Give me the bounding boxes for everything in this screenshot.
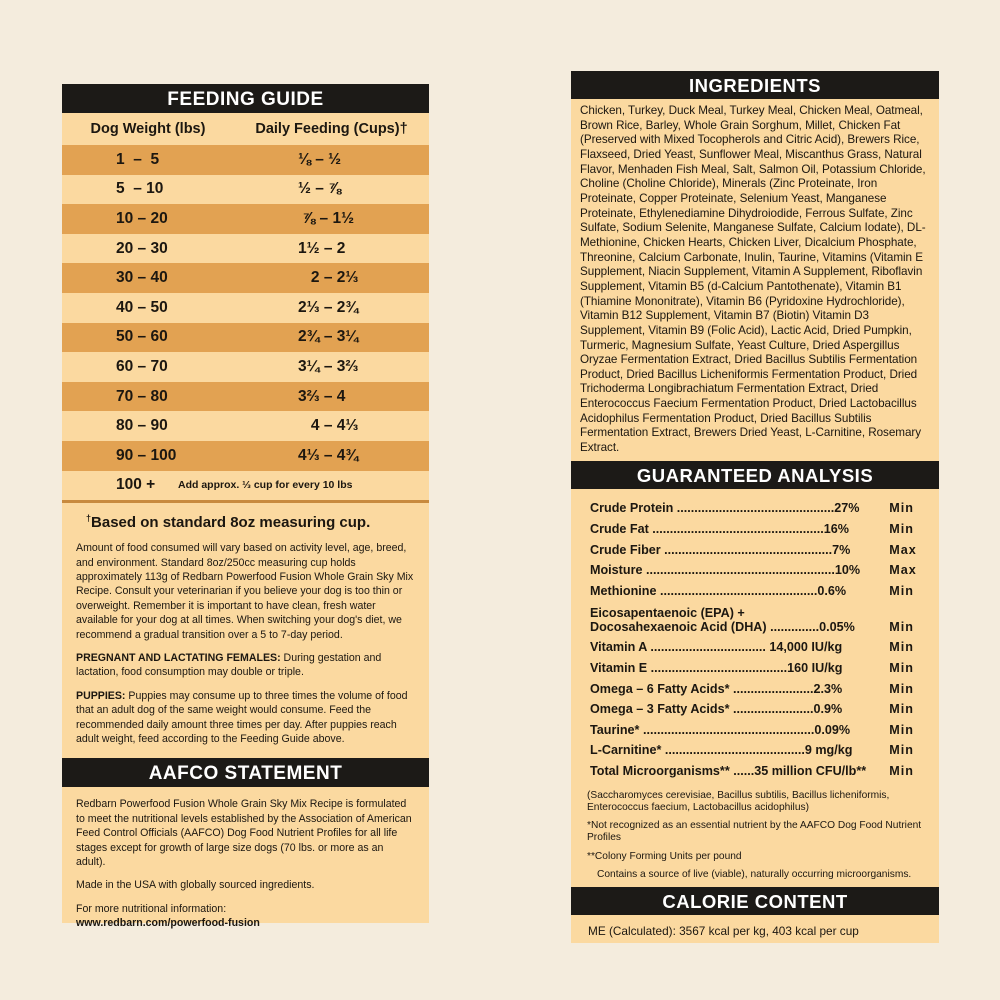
analysis-unit: Min (889, 763, 914, 778)
ingredients-title: INGREDIENTS (571, 71, 939, 99)
feeding-cell: ½ – ⅞ (298, 180, 342, 198)
analysis-row (590, 634, 939, 655)
made-in-text: Made in the USA with globally sourced ingredients. (76, 879, 315, 892)
analysis-label: Crude Fiber ................................................7% (590, 542, 851, 557)
analysis-row (590, 716, 939, 737)
analysis-label: Methionine .............................................0.6% (590, 583, 847, 598)
feeding-cell: 2 – 2⅓ (298, 269, 359, 287)
weight-cell: 70 – 80 (116, 387, 168, 405)
analysis-row (590, 536, 939, 557)
feeding-cell: 3¼ – 3⅔ (298, 357, 359, 375)
feeding-column-header: Daily Feeding (Cups)† (255, 121, 408, 137)
guaranteed-analysis-title: GUARANTEED ANALYSIS (571, 461, 939, 489)
live-microorganisms-note: Contains a source of live (viable), naturally occurring microorganisms. (597, 868, 912, 880)
analysis-row (590, 557, 939, 578)
analysis-label (590, 606, 883, 634)
table-row (62, 145, 429, 175)
weight-cell: 10 – 20 (116, 209, 168, 227)
feeding-paragraph: Amount of food consumed will vary based on activity level, age, breed, and environment. Standard 8oz/250cc measuring cup holds approximately 113g of Redbarn Powerfood Fusion Whole Grain Sky Mix Recipe. Consult your veterinarian if you believe your dog is too thin or overweight. Remember it is important to have clean, fresh water available for your dog at all times. When switching your dog's diet, we recommend a gradual transition over a 5 to 7-day period. (76, 542, 414, 641)
analysis-unit: Min (889, 722, 914, 737)
feeding-cell: ⅞ – 1½ (298, 209, 355, 227)
analysis-unit: Min (889, 619, 914, 634)
feeding-instructions (62, 531, 429, 746)
aafco-section (62, 787, 429, 930)
analysis-label: Vitamin A ................................. 14,000 IU/kg (590, 640, 843, 655)
weight-cell: 20 – 30 (116, 239, 168, 257)
weight-cell: 90 – 100 (116, 446, 177, 464)
calorie-content-title: CALORIE CONTENT (571, 887, 939, 915)
feeding-panel (62, 84, 429, 930)
pregnant-paragraph (76, 651, 415, 680)
pregnant-text: During gestation and lactation, food consumption may double or triple. (76, 651, 382, 679)
analysis-notes (571, 778, 939, 881)
weight-cell: 5 – 10 (116, 180, 164, 198)
puppies-label: PUPPIES: (76, 689, 126, 702)
table-row (62, 234, 429, 264)
website-link[interactable]: www.redbarn.com/powerfood-fusion (76, 917, 260, 930)
weight-cell: 100 + (116, 476, 156, 494)
pregnant-label: PREGNANT AND LACTATING FEMALES: (76, 651, 281, 664)
table-row (62, 441, 429, 471)
analysis-unit: Min (889, 660, 914, 675)
table-row (62, 263, 429, 293)
feeding-guide-header-row (62, 113, 429, 145)
table-row (62, 382, 429, 412)
analysis-label-line1: Eicosapentaenoic (EPA) + (590, 605, 745, 620)
analysis-row (590, 515, 939, 536)
analysis-unit: Min (889, 743, 914, 758)
analysis-label: L-Carnitine* ........................................9 mg/kg (590, 743, 853, 758)
weight-cell: 60 – 70 (116, 357, 168, 375)
analysis-row (590, 737, 939, 758)
feeding-cell: 1½ – 2 (298, 239, 346, 257)
feeding-cell: 2⅓ – 2¾ (298, 298, 359, 316)
cfu-note: **Colony Forming Units per pound (587, 850, 742, 862)
analysis-row (590, 577, 939, 598)
feeding-cell: 3⅔ – 4 (298, 387, 346, 405)
feeding-cell: 4 – 4⅓ (298, 417, 359, 435)
table-row (62, 204, 429, 234)
table-row (62, 323, 429, 353)
analysis-row (590, 495, 939, 516)
table-row (62, 352, 429, 382)
analysis-label: Vitamin E .......................................160 IU/kg (590, 660, 843, 675)
feeding-cell: Add approx. ⅓ cup for every 10 lbs (178, 479, 353, 492)
analysis-label: Taurine* .................................................0.09% (590, 722, 851, 737)
aafco-statement: Redbarn Powerfood Fusion Whole Grain Sky Mix Recipe is formulated to meet the nutritional levels established by the Association of American Feed Control Officials (AAFCO) Dog Food Nutrient Profiles for all life stages except for growth of large size dogs (70 lbs. or more as an adult). (76, 798, 412, 869)
analysis-unit: Min (889, 583, 914, 598)
table-row (62, 471, 429, 501)
analysis-unit: Max (889, 563, 917, 578)
more-info-text: For more nutritional information: (76, 902, 227, 915)
weight-column-header: Dog Weight (lbs) (90, 121, 206, 137)
feeding-cell: 2¾ – 3¼ (298, 328, 359, 346)
feeding-cell: 4⅓ – 4¾ (298, 446, 359, 464)
analysis-label: Omega – 3 Fatty Acids* .......................0.9% (590, 702, 843, 717)
analysis-label: Moisture ......................................................10% (590, 563, 861, 578)
weight-cell: 80 – 90 (116, 417, 168, 435)
measuring-cup-note (62, 503, 429, 531)
puppies-paragraph (76, 689, 415, 747)
dagger-mark: † (86, 513, 92, 524)
analysis-unit: Min (889, 702, 914, 717)
feeding-guide-title: FEEDING GUIDE (62, 84, 429, 113)
analysis-row (590, 675, 939, 696)
weight-cell: 30 – 40 (116, 269, 168, 287)
analysis-label: Crude Fat .................................................16% (590, 521, 849, 536)
analysis-unit: Min (889, 640, 914, 655)
guaranteed-analysis-table (571, 489, 939, 778)
analysis-row (590, 696, 939, 717)
table-row (62, 411, 429, 441)
calorie-content-text: ME (Calculated): 3567 kcal per kg, 403 kcal per cup (588, 924, 859, 939)
nutrition-panel (571, 71, 939, 943)
analysis-unit: Min (889, 521, 914, 536)
analysis-row (590, 757, 939, 778)
table-row (62, 175, 429, 205)
table-row (62, 293, 429, 323)
analysis-unit: Min (889, 501, 914, 516)
feeding-cell: ⅛ – ½ (298, 150, 342, 168)
analysis-label: Total Microorganisms** ......35 million CFU/lb** (590, 763, 867, 778)
weight-cell: 40 – 50 (116, 298, 168, 316)
analysis-label: Omega – 6 Fatty Acids* .......................2.3% (590, 681, 843, 696)
analysis-unit: Max (889, 542, 917, 557)
organisms-list: (Saccharomyces cerevisiae, Bacillus subtilis, Bacillus licheniformis, Enterococcus faecium, Lactobacillus acidophilus) (587, 789, 890, 814)
feeding-guide-rows (62, 145, 429, 471)
analysis-row (590, 598, 939, 634)
ingredients-text: Chicken, Turkey, Duck Meal, Turkey Meal, Chicken Meal, Oatmeal, Brown Rice, Barley, Whole Grain Sorghum, Millet, Chicken Fat (Preserved with Mixed Tocopherols and Citric Acid), Brewers Rice, Flaxseed, Dried Yeast, Sunflower Meal, Miscanthus Grass, Natural Flavor, Menhaden Fish Meal, Salt, Salmon Oil, Potassium Chloride, Choline (Choline Chloride), Minerals (Zinc Proteinate, Iron Proteinate, Copper Proteinate, Selenium Yeast, Manganese Proteinate, Ethylenediamine Dihydroiodide, Ferrous Sulfate, Zinc Sulfate, Sodium Selenite, Manganese Sulfate, Calcium Iodate), DL-Methionine, Chicken Hearts, Chicken Liver, Dicalcium Phosphate, Threonine, Calcium Carbonate, Inulin, Taurine, Vitamins (Vitamin E Supplement, Niacin Supplement, Vitamin A Supplement, Riboflavin Supplement, Vitamin B5 (d-Calcium Pantothenate), Vitamin B1 (Thiamine Mononitrate), Vitamin B6 (Pyridoxine Hydrochloride), Vitamin B12 Supplement, Vitamin B7 (Biotin) Vitamin D3 Supplement, Vitamin B9 (Folic Acid), Lactic Acid, Dried Pumpkin, Turmeric, Magnesium Sulfate, Yeast Culture, Dried Aspergillus Oryzae Fermentation Extract, Dried Bacillus Subtilis Fermentation Product, Dried Bacillus Licheniformis Fermentation Product, Dried Trichoderma Longibrachiatum Fermentation Extract, Dried Enterococcus Faecium Fermentation Product, Dried Lactobacillus Acidophilus Fermentation Product, Dried Bacillus Subtilis Fermentation Extract, Brewers Dried Yeast, L-Carnitine, Rosemary Extract. (580, 104, 926, 455)
aafco-title: AAFCO STATEMENT (62, 758, 429, 787)
analysis-label: Crude Protein .............................................27% (590, 501, 860, 516)
essential-nutrient-note: *Not recognized as an essential nutrient by the AAFCO Dog Food Nutrient Profiles (587, 820, 922, 844)
weight-cell: 50 – 60 (116, 328, 168, 346)
analysis-row (590, 654, 939, 675)
analysis-unit: Min (889, 681, 914, 696)
analysis-label-line2: Docosahexaenoic Acid (DHA) ..............0.05% (590, 619, 855, 634)
puppies-text: Puppies may consume up to three times the volume of food that an adult dog of the same weight would consume. Feed the recommended daily amount three times per day. After puppies reach adult weight, feed according to the Feeding Guide above. (76, 689, 408, 745)
measuring-cup-note-text: Based on standard 8oz measuring cup. (91, 514, 371, 532)
weight-cell: 1 – 5 (116, 150, 160, 168)
